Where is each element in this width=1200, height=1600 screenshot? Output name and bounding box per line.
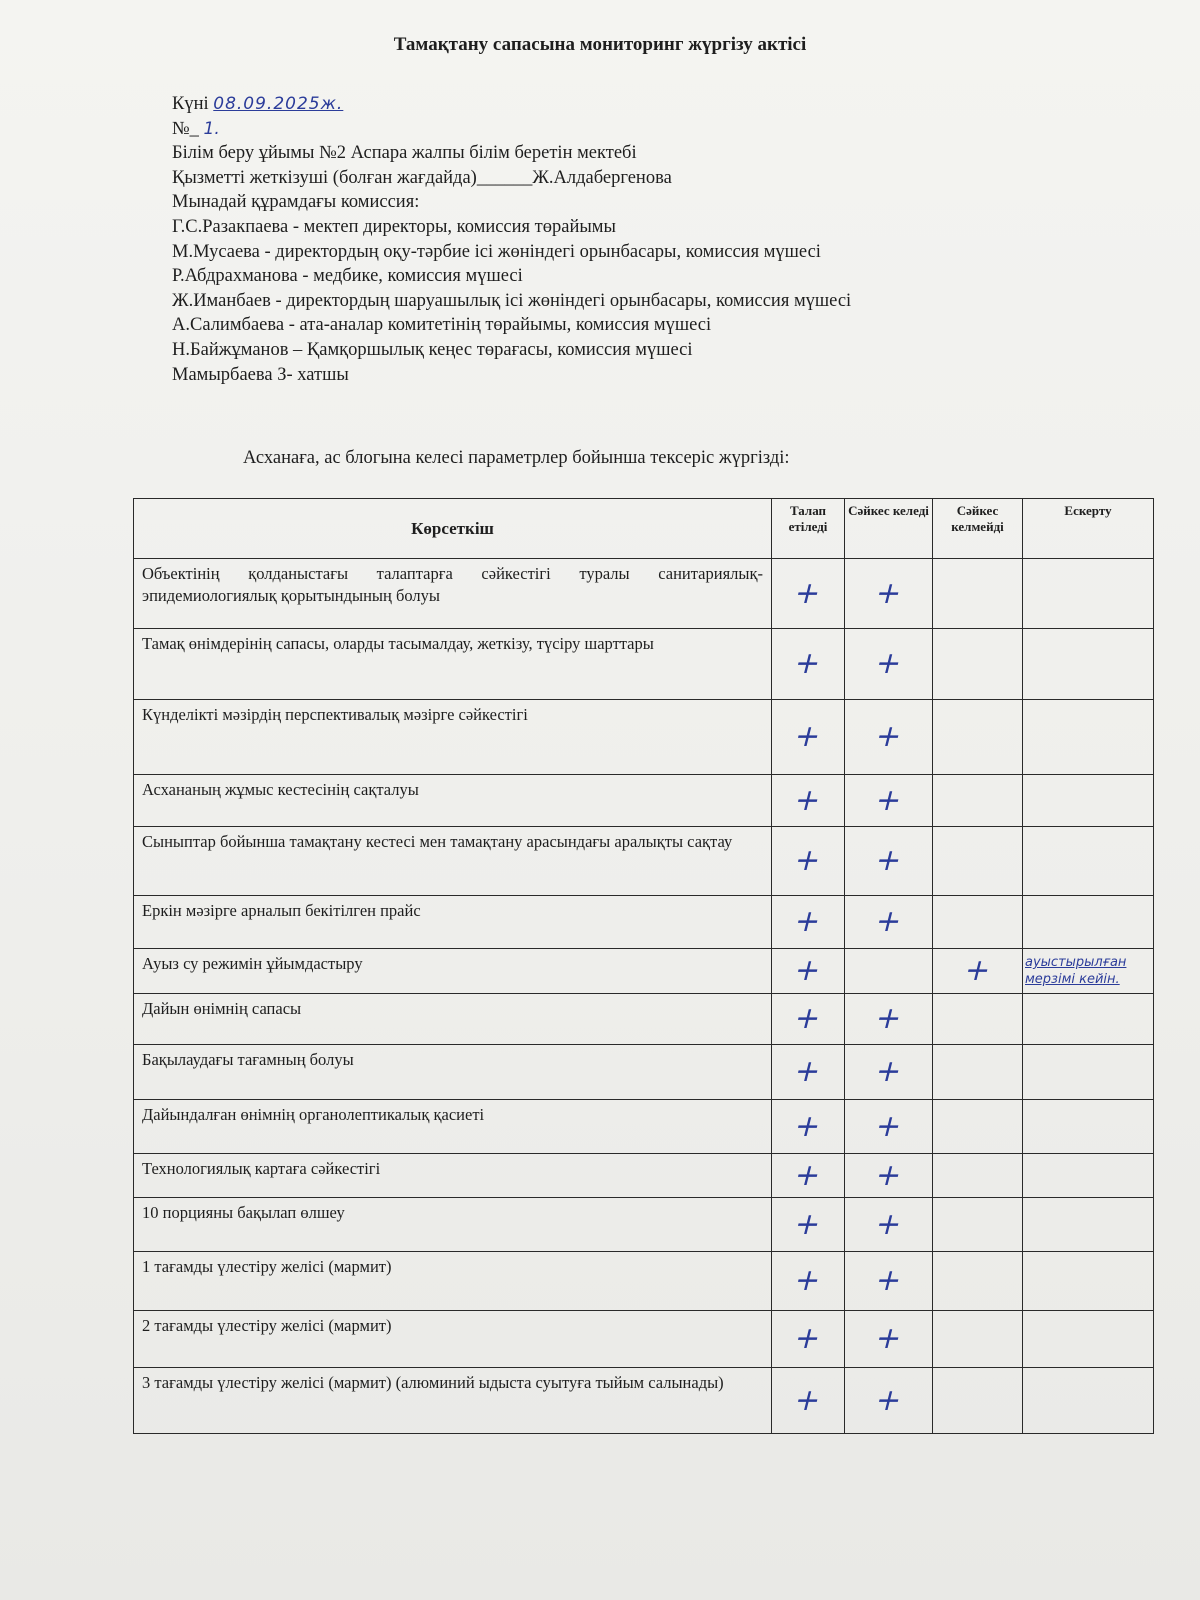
table-row xyxy=(134,1311,1154,1368)
table-row xyxy=(134,1100,1154,1154)
date-line xyxy=(172,92,851,117)
plus-mark: + xyxy=(871,1001,906,1036)
document-title: Тамақтану сапасына мониторинг жүргізу актісі xyxy=(393,34,807,55)
document-header xyxy=(172,92,851,387)
indicator-cell: Еркін мәзірге арналып бекітілген прайс xyxy=(134,896,772,949)
commission-member: Г.С.Разакпаева - мектеп директоры, комиссия төрайымы xyxy=(172,216,616,237)
note-cell xyxy=(1023,629,1154,700)
handwritten-note: ауыстырылған xyxy=(1025,955,1127,970)
indicator-cell: 2 тағамды үлестіру желісі (мармит) xyxy=(134,1311,772,1368)
inspection-intro: Асханаға, ас блогына келесі параметрлер бойынша тексеріс жүргізді: xyxy=(243,448,790,468)
indicator-cell: Бақылаудағы тағамның болуы xyxy=(134,1045,772,1100)
table-row xyxy=(134,775,1154,827)
plus-mark: + xyxy=(791,575,826,611)
plus-mark: + xyxy=(791,904,826,939)
plus-mark: + xyxy=(791,1382,826,1418)
indicator-cell: Дайындалған өнімнің органолептикалық қасиеті xyxy=(134,1100,772,1154)
note-cell xyxy=(1023,1198,1154,1252)
note-cell xyxy=(1023,827,1154,896)
plus-mark: + xyxy=(791,1001,826,1036)
table-row xyxy=(134,700,1154,775)
table-row xyxy=(134,827,1154,896)
indicator-cell: Күнделікті мәзірдің перспективалық мәзірге сәйкестігі xyxy=(134,700,772,775)
plus-mark: + xyxy=(791,1108,826,1144)
plus-mark: + xyxy=(871,1263,906,1298)
note-cell xyxy=(1023,1368,1154,1434)
plus-mark: + xyxy=(791,719,826,754)
note-cell xyxy=(1023,775,1154,827)
note-cell xyxy=(1023,949,1154,994)
indicator-cell: Технологиялық картаға сәйкестігі xyxy=(134,1154,772,1198)
indicator-cell: 3 тағамды үлестіру желісі (мармит) (алюминий ыдыста суытуға тыйым салынады) xyxy=(134,1368,772,1434)
commission-member: Мамырбаева З- хатшы xyxy=(172,364,349,385)
supplier-line: Қызметті жеткізуші (болған жағдайда)______Ж.Алдабергенова xyxy=(172,167,672,188)
plus-mark: + xyxy=(791,782,826,818)
plus-mark: + xyxy=(791,1206,826,1242)
note-cell xyxy=(1023,1100,1154,1154)
table-row xyxy=(134,1252,1154,1311)
header-indicator: Көрсеткіш xyxy=(134,499,772,559)
commission-member: А.Салимбаева - ата-аналар комитетінің төрайымы, комиссия мүшесі xyxy=(172,315,712,336)
indicator-cell: Ауыз су режимін ұйымдастыру xyxy=(134,949,772,994)
date-value: 08.09.2025ж. xyxy=(213,94,344,114)
note-cell xyxy=(1023,700,1154,775)
table-row xyxy=(134,949,1154,994)
indicator-cell: 1 тағамды үлестіру желісі (мармит) xyxy=(134,1252,772,1311)
table-row xyxy=(134,896,1154,949)
commission-member: Р.Абдрахманова - медбике, комиссия мүшесі xyxy=(172,266,523,287)
indicator-cell: Асхананың жұмыс кестесінің сақталуы xyxy=(134,775,772,827)
note-cell xyxy=(1023,559,1154,629)
plus-mark: + xyxy=(871,904,906,939)
plus-mark: + xyxy=(871,1054,906,1089)
organization-line: Білім беру ұйымы №2 Аспара жалпы білім беретін мектебі xyxy=(172,143,637,164)
table-row xyxy=(134,1368,1154,1434)
note-cell xyxy=(1023,1252,1154,1311)
plus-mark: + xyxy=(791,1321,826,1356)
header-required: Талап етіледі xyxy=(772,499,845,559)
plus-mark: + xyxy=(871,1206,906,1242)
note-cell xyxy=(1023,994,1154,1045)
plus-mark: + xyxy=(871,646,906,681)
table-row xyxy=(134,1045,1154,1100)
note-cell xyxy=(1023,1045,1154,1100)
plus-mark: + xyxy=(960,953,995,988)
plus-mark: + xyxy=(871,575,906,611)
note-cell xyxy=(1023,1154,1154,1198)
note-cell xyxy=(1023,1311,1154,1368)
indicator-cell: Объектінің қолданыстағы талаптарға сәйкестігі туралы санитариялық-эпидемиологиялық қорытындының болуы xyxy=(134,559,772,629)
indicator-cell: Сыныптар бойынша тамақтану кестесі мен тамақтану арасындағы аралықты сақтау xyxy=(134,827,772,896)
number-value: 1. xyxy=(203,118,220,139)
commission-heading: Мынадай құрамдағы комиссия: xyxy=(172,192,420,213)
table-row xyxy=(134,994,1154,1045)
commission-member: М.Мусаева - директордың оқу-тәрбие ісі жөніндегі орынбасары, комиссия мүшесі xyxy=(172,241,821,262)
header-compliant: Сәйкес келеді xyxy=(845,499,933,559)
plus-mark: + xyxy=(871,719,906,754)
indicator-cell: Тамақ өнімдерінің сапасы, оларды тасымалдау, жеткізу, түсіру шарттары xyxy=(134,629,772,700)
number-label: №_ xyxy=(172,118,199,139)
table-row xyxy=(134,559,1154,629)
table-row xyxy=(134,1198,1154,1252)
indicator-cell: Дайын өнімнің сапасы xyxy=(134,994,772,1045)
header-note: Ескерту xyxy=(1023,499,1154,559)
header-noncompliant: Сәйкес келмейді xyxy=(933,499,1023,559)
date-label: Күні xyxy=(172,94,209,114)
number-line xyxy=(172,117,851,142)
plus-mark: + xyxy=(871,1157,906,1193)
plus-mark: + xyxy=(871,1382,906,1418)
plus-mark: + xyxy=(791,1157,826,1193)
table-row xyxy=(134,629,1154,700)
note-cell xyxy=(1023,896,1154,949)
plus-mark: + xyxy=(791,843,826,878)
commission-member: Н.Байжұманов – Қамқоршылық кеңес төрағасы, комиссия мүшесі xyxy=(172,339,693,360)
table-header-row xyxy=(134,499,1154,559)
plus-mark: + xyxy=(791,1054,826,1089)
plus-mark: + xyxy=(791,646,826,681)
plus-mark: + xyxy=(871,1108,906,1144)
plus-mark: + xyxy=(791,953,826,988)
commission-member: Ж.Иманбаев - директордың шаруашылық ісі жөніндегі орынбасары, комиссия мүшесі xyxy=(172,290,852,311)
indicator-cell: 10 порцияны бақылап өлшеу xyxy=(134,1198,772,1252)
plus-mark: + xyxy=(871,782,906,818)
monitoring-table xyxy=(133,498,1154,1434)
table-row xyxy=(134,1154,1154,1198)
plus-mark: + xyxy=(871,1321,906,1356)
plus-mark: + xyxy=(791,1263,826,1298)
plus-mark: + xyxy=(871,843,906,878)
handwritten-note: мерзімі кейін. xyxy=(1025,972,1120,987)
